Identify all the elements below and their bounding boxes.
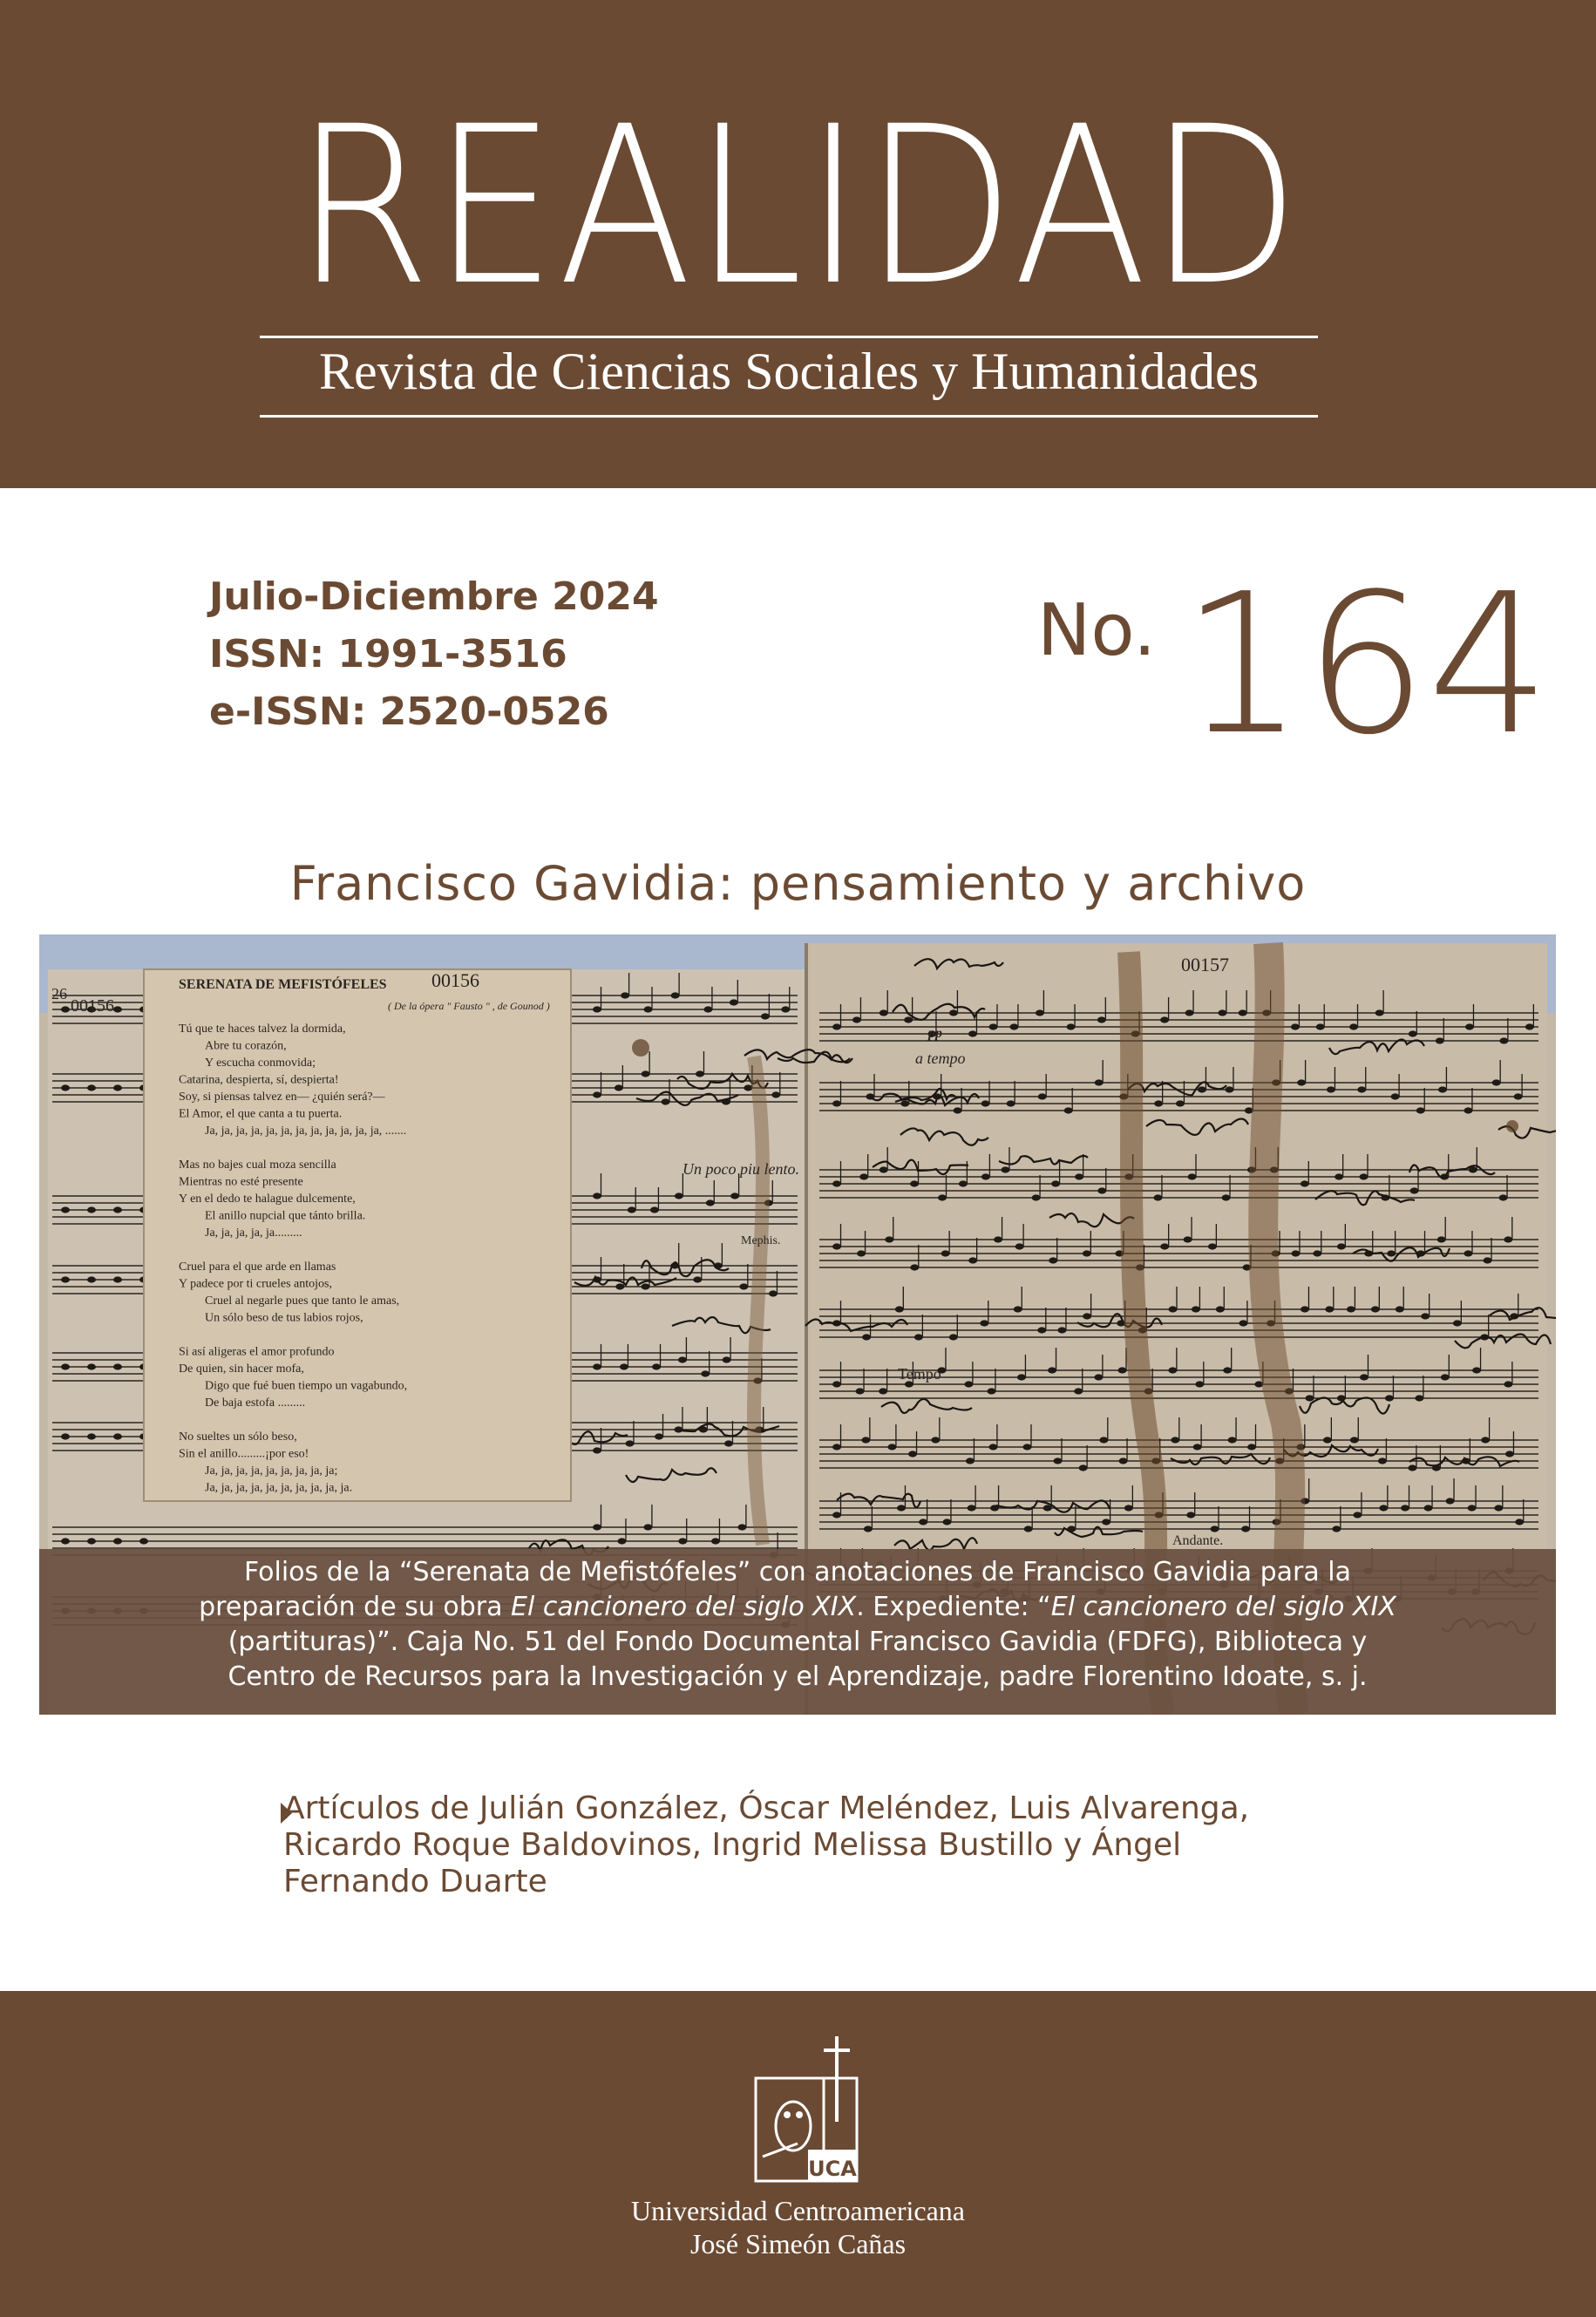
journal-subtitle: Revista de Ciencias Sociales y Humanidades — [318, 343, 1260, 400]
owl-icon — [776, 2102, 811, 2151]
lyrics-line: Y padece por ti crueles antojos, — [179, 1277, 332, 1291]
lyrics-line: Ja, ja, ja, ja, ja, ja, ja, ja, ja, ja, ja, ja, ....... — [205, 1125, 407, 1138]
header-rule-bottom — [260, 415, 1318, 418]
caption-line-1: Folios de la “Serenata de Mefistófeles” con anotaciones de Francisco Gavidia para la — [243, 1557, 1352, 1587]
caption-line-2-b: . Expediente: “ — [856, 1592, 1051, 1622]
articles-line-2: Ricardo Roque Baldovinos, Ingrid Melissa Bustillo y Ángel — [283, 1827, 1182, 1863]
articles-line-3: Fernando Duarte — [283, 1864, 547, 1899]
photo-caption — [39, 1549, 1556, 1715]
lyrics-line: Y escucha conmovida; — [205, 1057, 316, 1070]
caption-line-2-a: preparación de su obra — [199, 1592, 512, 1622]
score-mark-andante: Andante. — [1172, 1533, 1224, 1548]
logo-letters: UCA — [808, 2157, 857, 2181]
lyrics-line: Si así aligeras el amor profundo — [179, 1345, 335, 1359]
journal-title: REALIDAD — [294, 79, 1302, 333]
folio-right: 00157 — [1181, 954, 1229, 975]
lyrics-line: Ja, ja, ja, ja, ja......... — [205, 1226, 302, 1240]
lyrics-line: Un sólo beso de tus labios rojos, — [205, 1311, 363, 1325]
cover-photo — [39, 934, 1556, 1715]
lyrics-line: No sueltes un sólo beso, — [179, 1430, 297, 1444]
publisher-name-line-2: José Simeón Cañas — [689, 2228, 907, 2259]
lyrics-line: Ja, ja, ja, ja, ja, ja, ja, ja, ja, ja. — [205, 1481, 353, 1495]
issue-issn: ISSN: 1991-3516 — [209, 632, 567, 676]
lyrics-line: Digo que fué buen tiempo un vagabundo, — [205, 1379, 408, 1393]
header-rule-top — [260, 336, 1318, 338]
publisher-name-line-1: Universidad Centroamericana — [631, 2195, 965, 2226]
lyrics-line: Tú que te haces talvez la dormida, — [179, 1023, 346, 1036]
lyrics-line: Catarina, despierta, sí, despierta! — [179, 1073, 339, 1087]
lyrics-line: Ja, ja, ja, ja, ja, ja, ja, ja, ja; — [205, 1464, 338, 1478]
issue-eissn: e-ISSN: 2520-0526 — [209, 690, 609, 734]
caption-line-4: Centro de Recursos para la Investigación y el Aprendizaje, padre Florentino Idoate, s. j. — [228, 1661, 1368, 1692]
score-mark-a-tempo: a tempo — [915, 1050, 966, 1067]
lyrics-line: El anillo nupcial que tánto brilla. — [205, 1209, 366, 1223]
score-mark-tempo: Tempo — [898, 1365, 941, 1383]
articles-list — [283, 1790, 1486, 1900]
lyrics-line: De baja estofa ......... — [205, 1396, 306, 1410]
lyrics-line: Soy, si piensas talvez en— ¿quién será?— — [179, 1091, 385, 1104]
song-source: ( De la ópera " Fausto " , de Gounod ) — [388, 1000, 550, 1012]
caption-line-3: (partituras)”. Caja No. 51 del Fondo Documental Francisco Gavidia (FDFG), Biblioteca y — [228, 1627, 1368, 1657]
caption-line-2-italic: El cancionero del siglo XIX — [511, 1592, 857, 1622]
lyrics-line: Mientras no esté presente — [179, 1175, 303, 1189]
lyrics-line: Cruel al negarle pues que tanto le amas, — [205, 1294, 400, 1308]
lyrics-line: Mas no bajes cual moza sencilla — [179, 1158, 336, 1172]
score-mark-mephis: Mephis. — [741, 1234, 781, 1247]
issue-number: 164 — [1181, 553, 1551, 778]
issue-meta — [209, 568, 659, 741]
page-number: 26 — [51, 985, 67, 1002]
caption-line-2 — [39, 1590, 1556, 1625]
score-mark-un-poco: Un poco piu lento. — [683, 1160, 799, 1178]
lyrics-line: El Amor, el que canta a tu puerta. — [179, 1107, 343, 1121]
publisher-name — [0, 2194, 1596, 2260]
lyrics-line: Y en el dedo te halague dulcemente, — [179, 1192, 356, 1206]
lyrics-line: Cruel para el que arde en llamas — [179, 1260, 336, 1274]
score-mark-pp: pp — [928, 1026, 942, 1041]
lyrics-line: Abre tu corazón, — [205, 1039, 287, 1053]
folio-corner: 00156 — [71, 996, 114, 1016]
articles-line-1: Artículos de Julián González, Óscar Meléndez, Luis Alvarenga, — [283, 1790, 1250, 1826]
uca-logo — [754, 2035, 859, 2183]
issue-number-label: No. — [1037, 589, 1157, 672]
folio-left: 00156 — [431, 969, 479, 991]
issue-period: Julio-Diciembre 2024 — [209, 574, 659, 619]
song-title: SERENATA DE MEFISTÓFELES — [179, 977, 387, 992]
lyrics-line: De quien, sin hacer mofa, — [179, 1362, 304, 1376]
lyrics-line: Sin el anillo.........¡por eso! — [179, 1447, 309, 1461]
caption-line-2-italic-2: El cancionero del siglo XIX — [1050, 1592, 1396, 1622]
issue-theme: Francisco Gavidia: pensamiento y archivo — [289, 856, 1307, 911]
